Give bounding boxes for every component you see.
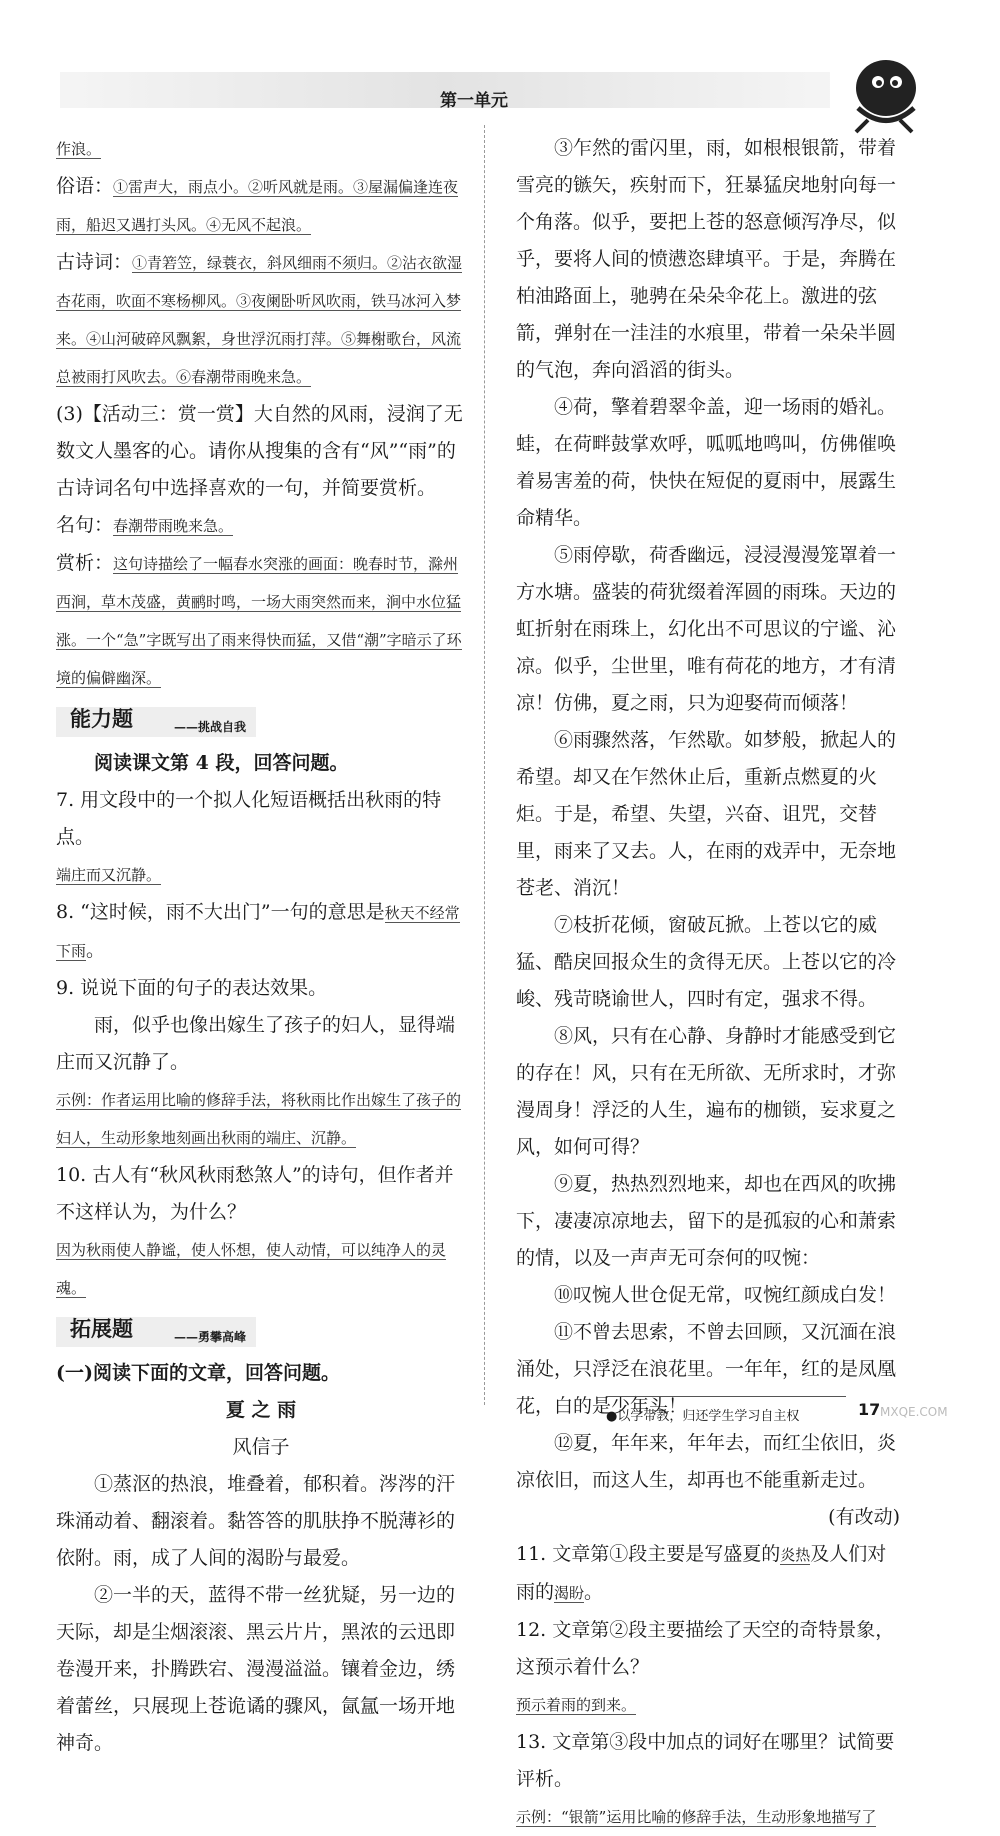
reading-intro: (一)阅读下面的文章，回答问题。 xyxy=(56,1362,340,1384)
revision-note: (有改动) xyxy=(828,1506,900,1528)
answer-10: 因为秋雨使人静谧，使人怀想，使人动情，可以纯净人的灵魂。 xyxy=(56,1241,447,1297)
answer-7: 端庄而又沉静。 xyxy=(56,866,162,884)
right-column xyxy=(516,130,900,1836)
page-number: 17 xyxy=(858,1400,881,1419)
paragraph-10: ⑩叹惋人世仓促无常，叹惋红颜成白发！ xyxy=(554,1284,897,1306)
question-7: 7. 用文段中的一个拟人化短语概括出秋雨的特点。 xyxy=(56,789,442,848)
question-13: 13. 文章第③段中加点的词好在哪里？试简要评析。 xyxy=(516,1731,895,1790)
footer-line xyxy=(606,1396,846,1397)
paragraph-11: ⑪不曾去思索，不曾去回顾，又沉湎在浪涌处，只浮泛在浪花里。一年年，红的是凤凰花，白的是少年头！ xyxy=(516,1321,897,1417)
question-10: 10. 古人有“秋风秋雨愁煞人”的诗句，但作者并不这样认为，为什么？ xyxy=(56,1164,454,1223)
paragraph-2: ②一半的天，蓝得不带一丝犹疑，另一边的天际，却是尘烟滚滚、黑云片片，黑浓的云迅即卷漫开来，扑腾跌宕、漫漫溢溢。镶着金边，绣着蕾丝，只展现上苍诡谲的骤风，氤氲一场开地神奇。 xyxy=(56,1584,456,1754)
answer-13: 示例：“银箭”运用比喻的修辞手法，生动形象地描写了 xyxy=(516,1808,877,1826)
paragraph-12: ⑫夏，年年来，年年去，而红尘依旧，炎凉依旧，而这人生，却再也不能重新走过。 xyxy=(516,1432,897,1491)
paragraph-3: ③乍然的雷闪里，雨，如根根银箭，带着雪亮的镞矢，疾射而下，狂暴猛戾地射向每一个角落。似乎，要把上苍的怒意倾泻净尽，似乎，要将人间的愤懑恣肆填平。于是，奔腾在柏油路面上，驰骋在朵朵伞花上。激进的弦箭，弹射在一洼洼的水痕里，带着一朵朵半圆的气泡，奔向滔滔的街头。 xyxy=(516,137,897,381)
question-9: 9. 说说下面的句子的表达效果。 xyxy=(56,977,328,999)
idioms-line: 俗语：①雷声大，雨点小。②听风就是雨。③屋漏偏逢连夜雨，船迟又遇打头风。④无风不起浪。 xyxy=(56,175,459,234)
paragraph-7: ⑦枝折花倾，窗破瓦掀。上苍以它的威猛、酷戾回报众生的贪得无厌。上苍以它的冷峻、残苛晓谕世人，四时有定，强求不得。 xyxy=(516,914,897,1010)
article-title: 夏 之 雨 xyxy=(225,1399,297,1421)
column-divider xyxy=(484,125,485,1405)
mascot-icon xyxy=(838,48,928,138)
paragraph-1: ①蒸沤的热浪，堆叠着，郁积着。涔涔的汗珠涌动着、翻滚着。黏答答的肌肤挣不脱薄衫的依附。雨，成了人间的渴盼与最爱。 xyxy=(56,1473,456,1569)
paragraph-9: ⑨夏，热热烈烈地来，却也在西风的吹拂下，凄凄凉凉地去，留下的是孤寂的心和萧索的情，以及一声声无可奈何的叹惋： xyxy=(516,1173,897,1269)
appreciation: 赏析：这句诗描绘了一幅春水突涨的画面：晚春时节，滁州西涧，草木茂盛，黄鹂时鸣，一场大雨突然而来，涧中水位猛涨。一个“急”字既写出了雨来得快而猛，又借“潮”字暗示了环境的偏僻幽深。 xyxy=(56,552,462,687)
activity-three: (3)【活动三：赏一赏】大自然的风雨，浸润了无数文人墨客的心。请你从搜集的含有“风”“雨”的古诗词名句中选择喜欢的一句，并简要赏析。 xyxy=(56,403,463,499)
question-intro: 阅读课文第 4 段，回答问题。 xyxy=(94,752,349,774)
left-column xyxy=(56,130,466,1762)
answer-9: 示例：作者运用比喻的修辞手法，将秋雨比作出嫁生了孩子的妇人，生动形象地刻画出秋雨的端庄、沉静。 xyxy=(56,1091,462,1147)
paragraph-5: ⑤雨停歇，荷香幽远，浸浸漫漫笼罩着一方水塘。盛装的荷犹缀着浑圆的雨珠。天边的虹折射在雨珠上，幻化出不可思议的宁谧、沁凉。似乎，尘世里，唯有荷花的地方，才有清凉！仿佛，夏之雨，只为迎娶荷而倾落！ xyxy=(516,544,897,714)
question-11: 11. 文章第①段主要是写盛夏的炎热及人们对雨的渴盼。 xyxy=(516,1543,887,1603)
question-9-quote: 雨，似乎也像出嫁生了孩子的妇人，显得端庄而又沉静了。 xyxy=(56,1014,456,1073)
poems-line: 古诗词：①青箬笠，绿蓑衣，斜风细雨不须归。②沾衣欲湿杏花雨，吹面不寒杨柳风。③夜阑卧听风吹雨，铁马冰河入梦来。④山河破碎风飘絮，身世浮沉雨打萍。⑤舞榭歌台，风流总被雨打风吹去。⑥春潮带雨晚来急。 xyxy=(56,251,463,386)
text-line: 作浪。 xyxy=(56,140,102,158)
answer-12: 预示着雨的到来。 xyxy=(516,1696,637,1714)
famous-line: 名句：春潮带雨晚来急。 xyxy=(56,514,234,536)
watermark: MXQE.COM xyxy=(880,1405,948,1419)
paragraph-4: ④荷，擎着碧翠伞盖，迎一场雨的婚礼。蛙，在荷畔鼓掌欢呼，呱呱地鸣叫，仿佛催唤着易害羞的荷，快快在短促的夏雨中，展露生命精华。 xyxy=(516,396,897,529)
section-extension: 拓展题 ——勇攀高峰 xyxy=(56,1313,466,1353)
question-8: 8. “这时候，雨不大出门”一句的意思是秋天不经常下雨。 xyxy=(56,901,460,961)
unit-title: 第一单元 xyxy=(440,91,508,111)
footer-slogan: ●以学带教，归还学生学习自主权 xyxy=(606,1409,800,1424)
paragraph-8: ⑧风，只有在心静、身静时才能感受到它的存在！风，只有在无所欲、无所求时，才弥漫周身！浮泛的人生，遍布的枷锁，妄求夏之风，如何可得？ xyxy=(516,1025,897,1158)
paragraph-6: ⑥雨骤然落，乍然歇。如梦般，掀起人的希望。却又在乍然休止后，重新点燃夏的火炬。于是，希望、失望，兴奋、诅咒，交替里，雨来了又去。人，在雨的戏弄中，无奈地苍老、消沉！ xyxy=(516,729,897,899)
article-author: 风信子 xyxy=(232,1436,290,1458)
section-ability: 能力题 ——挑战自我 xyxy=(56,703,466,743)
question-12: 12. 文章第②段主要描绘了天空的奇特景象，这预示着什么？ xyxy=(516,1619,895,1678)
